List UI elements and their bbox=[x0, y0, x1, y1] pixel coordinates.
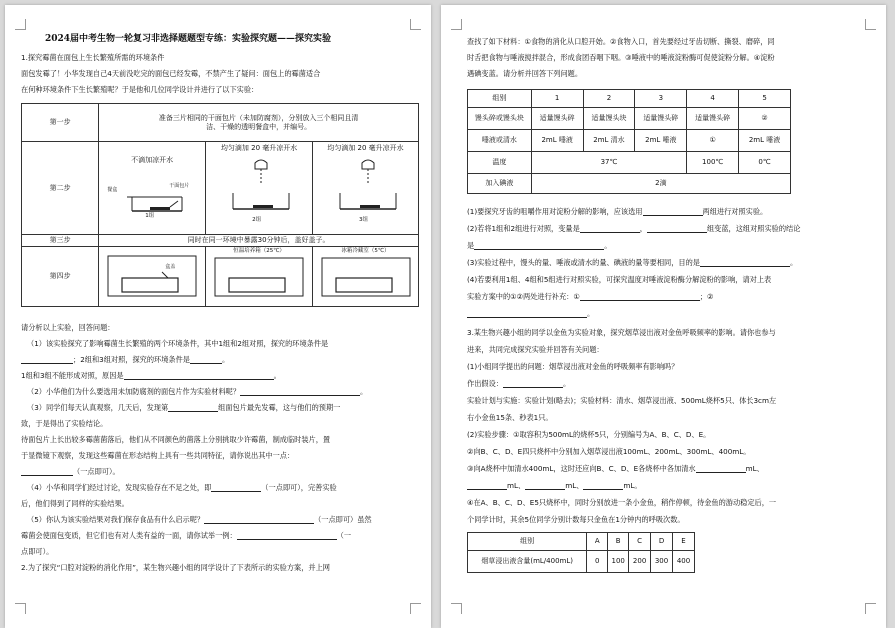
document-page-left bbox=[5, 5, 431, 628]
answer-blank[interactable] bbox=[525, 482, 565, 490]
table-cell: 200 bbox=[629, 551, 651, 573]
crop-mark bbox=[410, 19, 421, 30]
table-header-cell: 1 bbox=[531, 90, 583, 108]
bread-slice bbox=[253, 205, 273, 208]
condition-label: 均匀滴加 20 毫升凉开水 bbox=[220, 144, 298, 152]
answer-blank[interactable] bbox=[21, 468, 73, 476]
group-caption: 3组 bbox=[359, 217, 369, 223]
answer-blank[interactable] bbox=[124, 372, 274, 380]
paragraph-line: 面包发霉了！小华发现自己4天前没吃完的面包已经发霉，不禁产生了疑问：面包上的霉菌适合 bbox=[21, 69, 321, 78]
answer-blank[interactable] bbox=[211, 484, 261, 492]
table-header-cell: 3 bbox=[635, 90, 687, 108]
question-line: mL、 mL、 mL。 bbox=[467, 481, 642, 490]
table-cell: 2mL 清水 bbox=[583, 130, 635, 152]
step-label: 第三步 bbox=[22, 235, 99, 247]
table-header-cell: B bbox=[608, 533, 629, 551]
question-line: 实验方案中的①②两处进行补充：① ；② bbox=[467, 292, 714, 301]
answer-blank[interactable] bbox=[237, 532, 337, 540]
answer-blank[interactable] bbox=[583, 482, 623, 490]
question-line: 个同学计时，其余5位同学分别计数每只金鱼在1分钟内的呼吸次数。 bbox=[467, 515, 685, 524]
crop-mark bbox=[451, 19, 462, 30]
table-cell: 适量馒头碎 bbox=[635, 108, 687, 130]
question-line: （2）小华他们为什么要选用未加防腐剂的面包片作为实验材料呢？ 。 bbox=[27, 387, 368, 396]
question-line: 是 。 bbox=[467, 241, 612, 250]
box-illustration-fridge bbox=[316, 256, 416, 300]
question-line: ②向B、C、D、E四只烧杯中分别加入烟草浸出液100mL、200mL、300mL、400mL。 bbox=[467, 447, 751, 456]
table-cell: 2mL 唾液 bbox=[635, 130, 687, 152]
answer-blank[interactable] bbox=[643, 208, 703, 216]
question-line: (3)实验过程中，馒头的量、唾液或清水的量、碘液的量等要相同，目的是 。 bbox=[467, 258, 798, 267]
dropper-icon bbox=[255, 160, 267, 169]
table-header-cell: 5 bbox=[739, 90, 791, 108]
condition-label: 均匀滴加 20 毫升凉开水 bbox=[327, 144, 404, 152]
question-line: (1)要探究牙齿的咀嚼作用对淀粉分解的影响，应该选用 两组进行对照实验。 bbox=[467, 207, 768, 216]
pointer-line bbox=[162, 272, 168, 278]
table-cell: 37℃ bbox=[531, 152, 686, 174]
box-illustration-incubator bbox=[209, 256, 309, 300]
question-line: 点即可）。 bbox=[21, 547, 54, 556]
question-line: (2)若将1组和2组进行对照，变量是 ， 组变蓝，这组对照实验的结论 bbox=[467, 224, 801, 233]
dropper-icon bbox=[362, 160, 374, 169]
question-2-heading: 2.为了探究“口腔对淀粉的消化作用”，某生物兴趣小组的同学设计了下表所示的实验方案，并上网 bbox=[21, 563, 330, 572]
step-label: 第一步 bbox=[22, 104, 99, 142]
answer-blank[interactable] bbox=[190, 356, 222, 364]
lid-caption: 盒盖 bbox=[165, 264, 176, 270]
table-cell: 加入碘液 bbox=[468, 174, 532, 194]
document-page-right bbox=[441, 5, 886, 628]
question-line: (1)小组同学提出的问题：烟草浸出液对金鱼的呼吸频率有影响吗？ bbox=[467, 362, 679, 371]
bread-slice bbox=[150, 207, 170, 210]
bread-slice bbox=[360, 205, 380, 208]
table-header-cell: 组别 bbox=[468, 533, 587, 551]
table-cell: 100℃ bbox=[687, 152, 739, 174]
table-cell: 2mL 唾液 bbox=[531, 130, 583, 152]
group-caption: 1组 bbox=[145, 213, 155, 219]
table-header-cell: A bbox=[587, 533, 608, 551]
fish-experiment-table bbox=[467, 532, 695, 573]
answer-blank[interactable] bbox=[700, 259, 790, 267]
answer-blank[interactable] bbox=[647, 225, 707, 233]
question-line: （一点即可）。 bbox=[21, 467, 120, 476]
paragraph-line: 于显微镜下观察，发现这些霉菌在形态结构上具有一些共同特征，请你说出其中一点： bbox=[21, 451, 295, 460]
paragraph-line: 右小金鱼15条、秒表1只。 bbox=[467, 413, 553, 422]
question-line: ③向A烧杯中加清水400mL，这时还应向B、C、D、E各烧杯中各加清水 mL、 bbox=[467, 464, 764, 473]
table-cell: 300 bbox=[651, 551, 673, 573]
step-text: 洁、干燥的透明餐盒中，并编号。 bbox=[206, 122, 312, 131]
bread-caption: 干面包片 bbox=[169, 183, 190, 189]
table-header-cell: E bbox=[673, 533, 695, 551]
container-illustration-group-3 bbox=[316, 153, 416, 221]
crop-mark bbox=[410, 603, 421, 614]
answer-blank[interactable] bbox=[467, 310, 587, 318]
paragraph-line: 实验计划与实施：实验计划(略去)；实验材料：清水、烟草浸出液、500mL烧杯5只、体长3cm左 bbox=[467, 396, 777, 405]
table-header-cell: C bbox=[629, 533, 651, 551]
answer-blank[interactable] bbox=[467, 482, 507, 490]
table-cell: 适量馒头碎 bbox=[531, 108, 583, 130]
paragraph-line: 进来，共同完成探究实验并回答有关问题： bbox=[467, 345, 604, 354]
question-3-heading: 3.某生物兴趣小组的同学以金鱼为实验对象，探究烟草浸出液对金鱼呼吸频率的影响。请你也参与 bbox=[467, 328, 776, 337]
question-line: 霉菌会使面包变质，但它们也有对人类有益的一面，请你试举一例： （一 bbox=[21, 531, 352, 540]
question-line: 。 bbox=[467, 309, 594, 318]
table-cell: 2mL 唾液 bbox=[739, 130, 791, 152]
container-illustration-group-2 bbox=[209, 153, 309, 221]
paragraph-line: 待面包片上长出较多霉菌菌落后，他们从不同颜色的菌落上分别挑取少许霉菌，制成临时装片，置 bbox=[21, 435, 331, 444]
answer-blank[interactable] bbox=[204, 516, 314, 524]
paragraph-line: 请分析以上实验，回答问题： bbox=[21, 323, 115, 332]
question-line: （3）同学们每天认真观察，几天后，发现第 组面包片最先发霉，这与他们的预期一 bbox=[27, 403, 341, 412]
table-cell: 唾液或清水 bbox=[468, 130, 532, 152]
container-with-lid bbox=[229, 278, 285, 292]
answer-blank[interactable] bbox=[240, 388, 360, 396]
condition-label: 不滴加凉开水 bbox=[131, 156, 174, 164]
environment-label: 冰箱冷藏室（5℃） bbox=[341, 248, 390, 254]
table-header-cell: 2 bbox=[583, 90, 635, 108]
table-cell: 0℃ bbox=[739, 152, 791, 174]
question-line: (4)若要利用1组、4组和5组进行对照实验，可探究温度对唾液淀粉酶分解淀粉的影响，请对上表 bbox=[467, 275, 772, 284]
box-illustration-room bbox=[102, 250, 202, 300]
table-header-cell: 4 bbox=[687, 90, 739, 108]
question-line: 致，于是得出了实验结论。 bbox=[21, 419, 108, 428]
step-label: 第四步 bbox=[22, 247, 99, 307]
crop-mark bbox=[451, 603, 462, 614]
answer-blank[interactable] bbox=[474, 242, 604, 250]
table-cell: 适量馒头块 bbox=[583, 108, 635, 130]
table-cell: 馒头碎或馒头块 bbox=[468, 108, 532, 130]
crop-mark bbox=[15, 603, 26, 614]
table-cell: 0 bbox=[587, 551, 608, 573]
crop-mark bbox=[865, 603, 876, 614]
answer-blank[interactable] bbox=[503, 380, 563, 388]
pointer-line bbox=[170, 201, 178, 207]
question-line: （4）小华和同学们经过讨论，发现实验存在不足之处，即 （一点即可），完善实验 bbox=[27, 483, 337, 492]
paragraph-line: 时舌把食物与唾液搅拌混合，形成食团吞咽下咽。③唾液中的唾液淀粉酶可促使淀粉分解。④淀粉 bbox=[467, 53, 775, 62]
step-text: 准备三片相同的干面包片（未加防腐剂），分别放入三个相同且清 bbox=[158, 113, 359, 122]
answer-blank[interactable] bbox=[21, 356, 73, 364]
group-caption: 2组 bbox=[252, 217, 262, 223]
question-1-heading: 1.探究霉菌在面包上生长繁殖所需的环境条件 bbox=[21, 53, 165, 62]
table-cell: 烟草浸出液含量(mL/400mL) bbox=[468, 551, 587, 573]
table-header-cell: 组别 bbox=[468, 90, 532, 108]
lid-caption: 餐盒 bbox=[107, 187, 118, 193]
question-line: （1）该实验探究了影响霉菌生长繁殖的两个环境条件，其中1组和2组对照，探究的环境条件是 bbox=[27, 339, 329, 348]
step-text: 同时在同一环境中暴露30分钟后，盖好盖子。 bbox=[99, 235, 419, 247]
experiment-steps-table bbox=[21, 103, 419, 307]
table-cell: ① bbox=[687, 130, 739, 152]
crop-mark bbox=[865, 19, 876, 30]
question-line: 后，他们得到了同样的实验结果。 bbox=[21, 499, 129, 508]
table-cell: ② bbox=[739, 108, 791, 130]
question-line: 作出假设： 。 bbox=[467, 379, 571, 388]
table-cell: 适量馒头碎 bbox=[687, 108, 739, 130]
container-with-lid bbox=[336, 278, 392, 292]
question-line: ④在A、B、C、D、E5只烧杯中，同时分别放进一条小金鱼，稍作停顿，待金鱼的游动稳定后，一 bbox=[467, 498, 777, 507]
paragraph-line: 查找了如下材料：①食物的消化从口腔开始。②食物入口，首先要经过牙齿切断、撕裂、磨碎，同 bbox=[467, 37, 775, 46]
table-cell: 温度 bbox=[468, 152, 532, 174]
environment-box bbox=[215, 258, 303, 296]
table-cell: 400 bbox=[673, 551, 695, 573]
crop-mark bbox=[15, 19, 26, 30]
question-line: (2)实验步骤：①取容积为500mL的烧杯5只，分别编号为A、B、C、D、E。 bbox=[467, 430, 711, 439]
answer-blank[interactable] bbox=[580, 225, 640, 233]
environment-box bbox=[322, 258, 410, 296]
document-title: 2024届中考生物一轮复习非选择题题型专练：实验探究题——探究实验 bbox=[45, 34, 332, 44]
environment-label: 恒温培养箱（25℃） bbox=[233, 248, 285, 254]
answer-blank[interactable] bbox=[580, 293, 700, 301]
container-with-lid bbox=[122, 278, 178, 292]
question-line: （5）你认为该实验结果对我们保存食品有什么启示呢？ （一点即可）虽然 bbox=[27, 515, 372, 524]
digestion-experiment-table bbox=[467, 89, 791, 194]
question-line: ；2组和3组对照，探究的环境条件是 。 bbox=[21, 355, 229, 364]
paragraph-line: 在何种环境条件下生长繁殖呢？于是他和几位同学设计并进行了以下实验： bbox=[21, 85, 259, 94]
environment-box bbox=[108, 256, 196, 296]
paragraph-line: 遇碘变蓝。请分析并回答下列问题。 bbox=[467, 69, 583, 78]
table-cell: 2滴 bbox=[531, 174, 790, 194]
question-line: 1组和3组不能形成对照，原因是 。 bbox=[21, 371, 281, 380]
step-label: 第二步 bbox=[22, 142, 99, 235]
table-cell: 100 bbox=[608, 551, 629, 573]
answer-blank[interactable] bbox=[696, 465, 746, 473]
answer-blank[interactable] bbox=[168, 404, 218, 412]
table-header-cell: D bbox=[651, 533, 673, 551]
